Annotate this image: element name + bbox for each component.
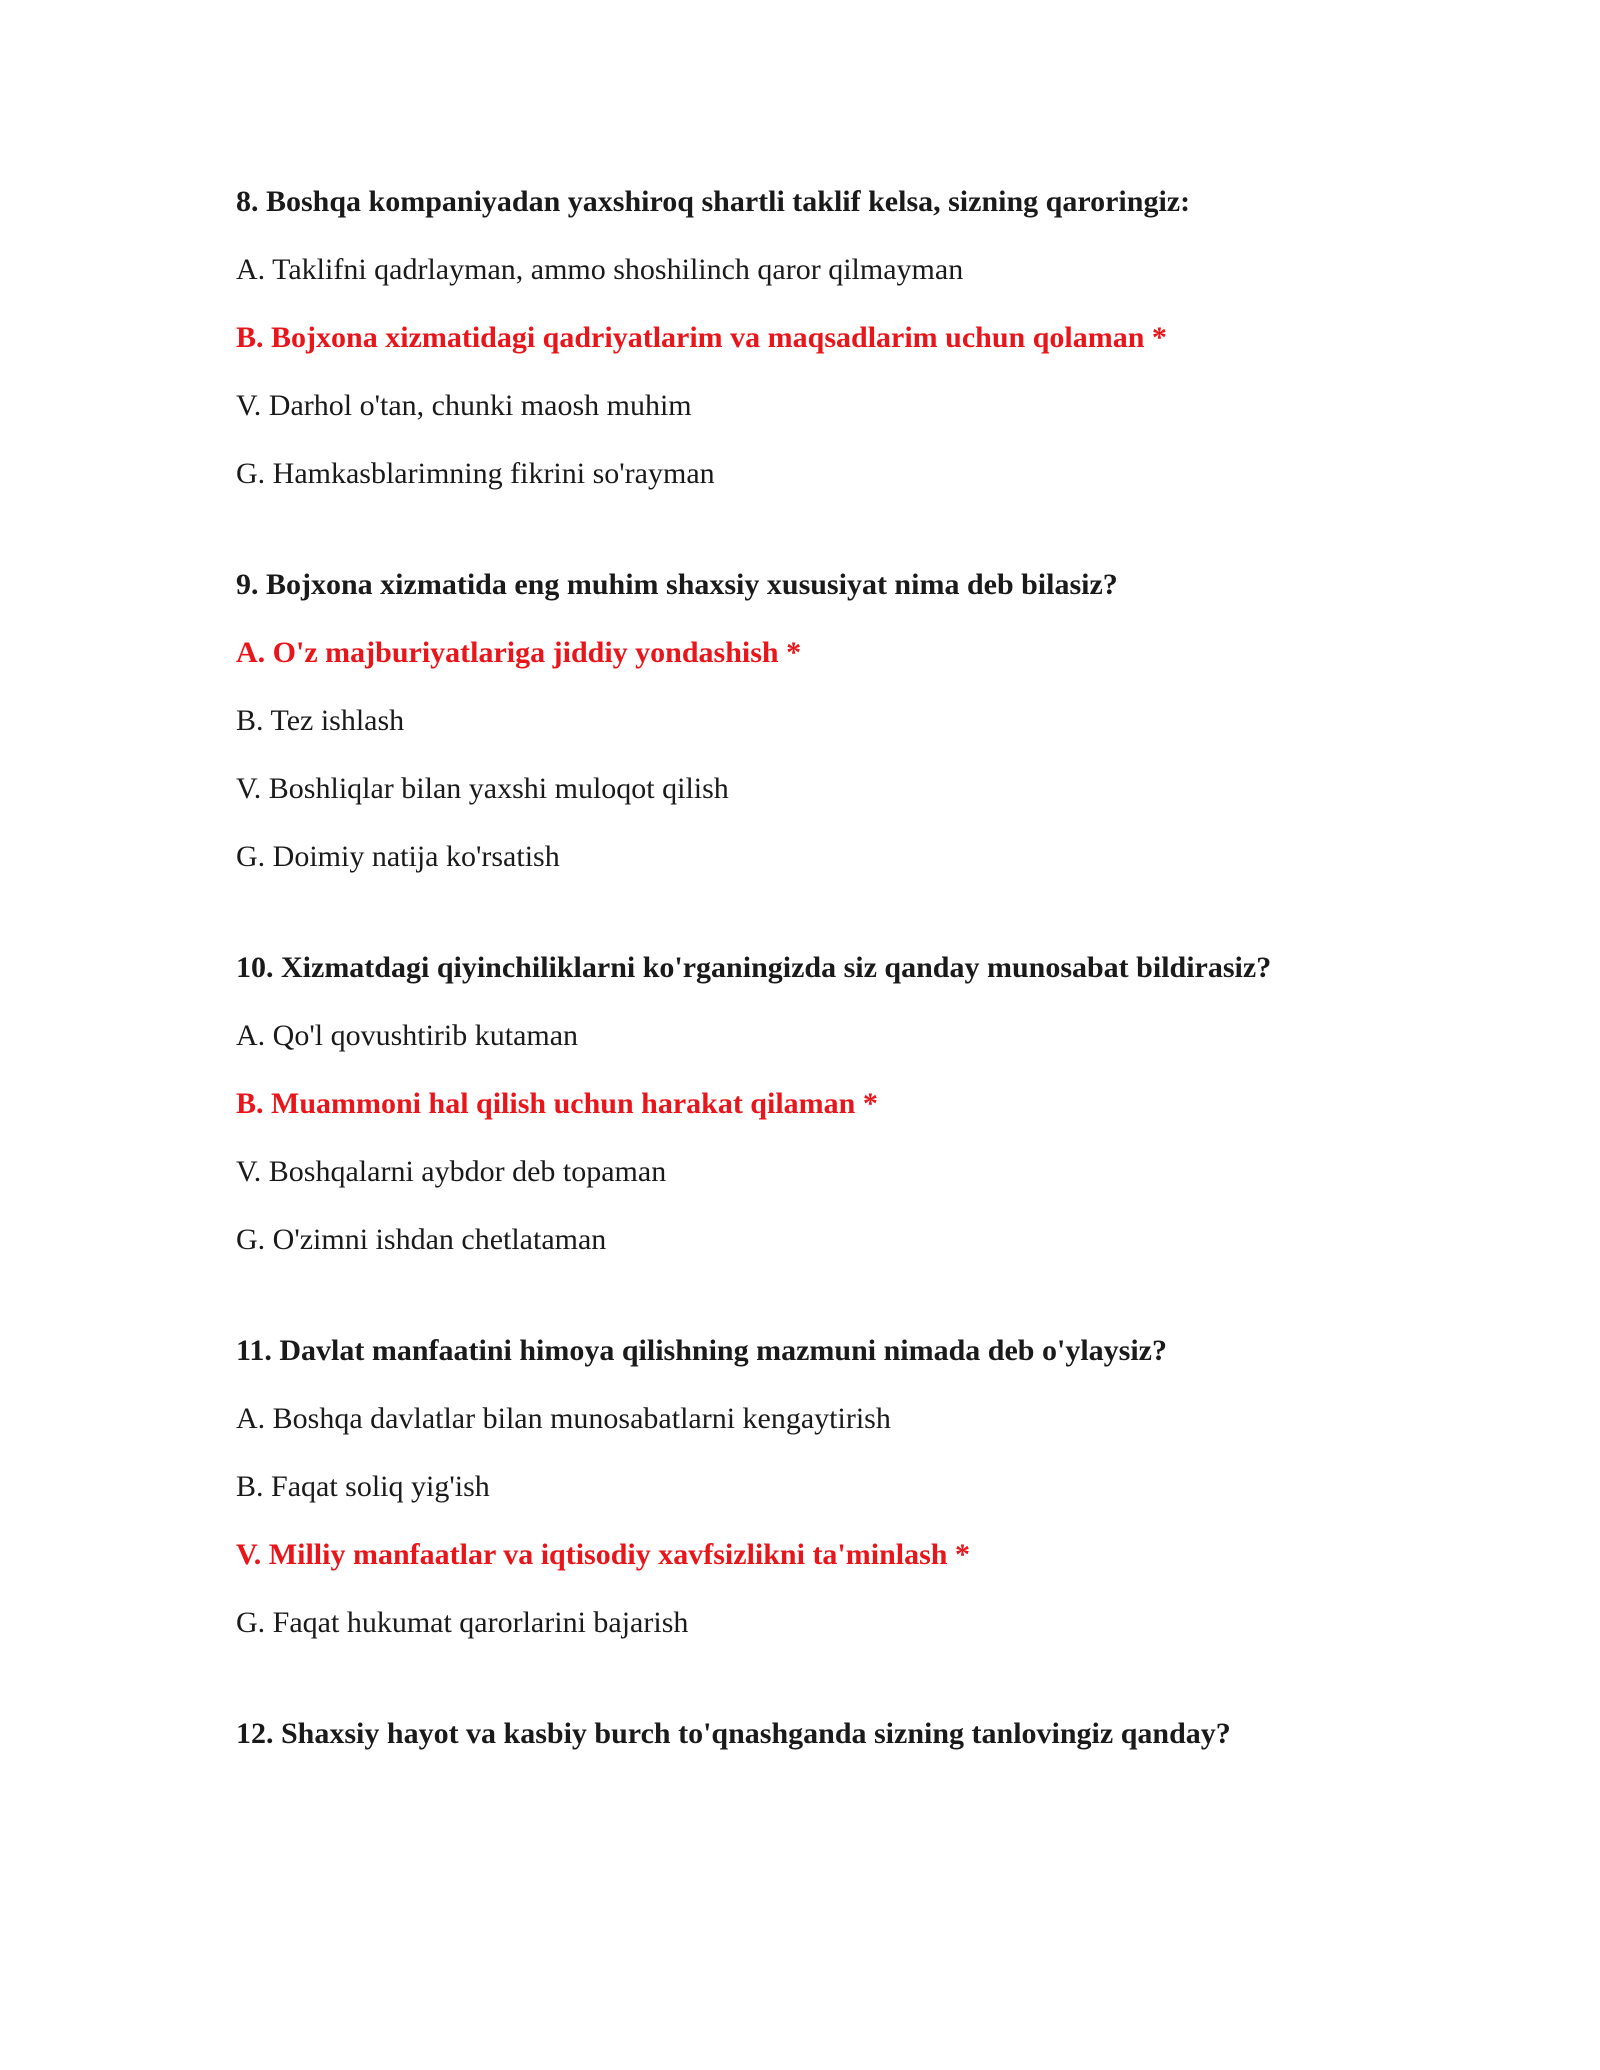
question-block xyxy=(236,180,1376,496)
question-text: 9. Bojxona xizmatida eng muhim shaxsiy xususiyat nima deb bilasiz? xyxy=(236,568,1118,601)
answer-option: G. Doimiy natija ko'rsatish xyxy=(236,840,560,873)
answer-option: V. Boshliqlar bilan yaxshi muloqot qilish xyxy=(236,772,729,805)
question-block xyxy=(236,1712,1376,1756)
answer-option: A. Qo'l qovushtirib kutaman xyxy=(236,1019,579,1052)
answer-option: B. Faqat soliq yig'ish xyxy=(236,1470,490,1503)
answer-option: A. Boshqa davlatlar bilan munosabatlarni kengaytirish xyxy=(236,1402,891,1435)
correct-answer-option: B. Muammoni hal qilish uchun harakat qilaman * xyxy=(236,1087,878,1120)
answer-option: V. Boshqalarni aybdor deb topaman xyxy=(236,1155,667,1188)
question-text: 11. Davlat manfaatini himoya qilishning mazmuni nimada deb o'ylaysiz? xyxy=(236,1334,1167,1367)
question-text: 12. Shaxsiy hayot va kasbiy burch to'qnashganda sizning tanlovingiz qanday? xyxy=(236,1717,1231,1750)
answer-option: B. Tez ishlash xyxy=(236,704,405,737)
correct-answer-option: V. Milliy manfaatlar va iqtisodiy xavfsizlikni ta'minlash * xyxy=(236,1538,970,1571)
answer-option: G. Faqat hukumat qarorlarini bajarish xyxy=(236,1606,689,1639)
answer-option: A. Taklifni qadrlayman, ammo shoshilinch qaror qilmayman xyxy=(236,253,964,286)
correct-answer-option: B. Bojxona xizmatidagi qadriyatlarim va maqsadlarim uchun qolaman * xyxy=(236,321,1167,354)
correct-answer-option: A. O'z majburiyatlariga jiddiy yondashish * xyxy=(236,636,802,669)
question-block xyxy=(236,563,1376,879)
question-text: 10. Xizmatdagi qiyinchiliklarni ko'rganingizda siz qanday munosabat bildirasiz? xyxy=(236,951,1272,984)
question-block xyxy=(236,1329,1376,1645)
quiz-content xyxy=(236,180,1376,1780)
answer-option: V. Darhol o'tan, chunki maosh muhim xyxy=(236,389,692,422)
answer-option: G. Hamkasblarimning fikrini so'rayman xyxy=(236,457,715,490)
answer-option: G. O'zimni ishdan chetlataman xyxy=(236,1223,607,1256)
question-text: 8. Boshqa kompaniyadan yaxshiroq shartli taklif kelsa, sizning qaroringiz: xyxy=(236,185,1191,218)
question-block xyxy=(236,946,1376,1262)
